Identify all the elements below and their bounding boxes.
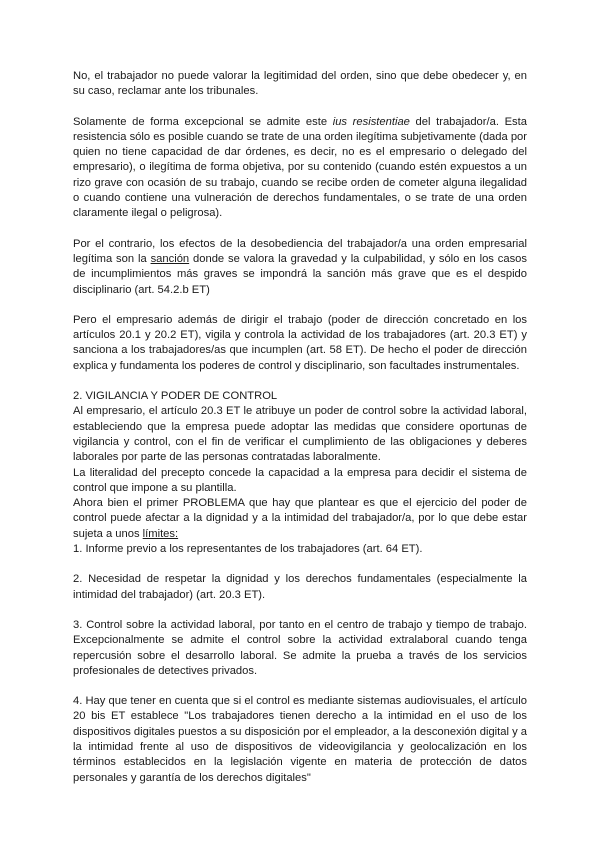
paragraph-desobediencia: [73, 237, 527, 298]
text-run: donde se valora la gravedad y la culpabilidad, y sólo en los casos de incumplimientos más graves se impondrá la sanción más grave que es el despido disciplinario (art. 54.2.b ET): [73, 252, 527, 296]
list-item-3: 3. Control sobre la actividad laboral, por tanto en el centro de trabajo y tiempo de trabajo. Excepcionalmente se admite el control sobre la actividad extralaboral cuando tenga repercusión sobre el desarrollo laboral. Se admite la prueba a través de los servicios profesionales de detectives privados.: [73, 618, 527, 677]
underlined-term: sanción: [150, 252, 190, 265]
paragraph-literalidad: La literalidad del precepto concede la capacidad a la empresa para decidir el sistema de control que impone a su plantilla.: [73, 466, 527, 494]
list-item-4: 4. Hay que tener en cuenta que si el control es mediante sistemas audiovisuales, el artículo 20 bis ET establece "Los trabajadores tienen derecho a la intimidad en el uso de los dispositivos digitales puestos a su disposición por el empleador, a la desconexión digital y a la intimidad frente al uso de dispositivos de videovigilancia y geolocalización en los términos establecidos en la legislación vigente en materia de protección de datos personales y garantía de los derechos digitales": [73, 695, 527, 784]
underlined-term: límites:: [142, 527, 179, 540]
text-run: Solamente de forma excepcional se admite este: [73, 115, 333, 128]
document-body: [73, 69, 527, 786]
section-vigilancia: [73, 389, 527, 557]
text-run: Por el contrario, los efectos de la desobediencia del trabajador/a una orden empresarial legítima son la: [73, 237, 527, 265]
text-run: Ahora bien el primer PROBLEMA que hay que plantear es que el ejercicio del poder de control puede afectar a la dignidad y a la intimidad del trabajador/a, por lo que debe estar sujeta a unos: [73, 497, 527, 540]
list-item-1: 1. Informe previo a los representantes de los trabajadores (art. 64 ET).: [73, 543, 423, 556]
paragraph-poder-direccion: Pero el empresario además de dirigir el trabajo (poder de dirección concretado en los artículos 20.1 y 20.2 ET), vigila y controla la actividad de los trabajadores (art. 20.3 ET) y sanciona a los trabajadores/as que incumplen (art. 58 ET). De hecho el poder de dirección explica y fundamenta los poderes de control y disciplinario, son facultades instrumentales.: [73, 313, 527, 372]
text-run: del trabajador/a. Esta resistencia sólo es posible cuando se trate de una orden ilegítima subjetivamente (dada por quien no tiene capacidad de dar órdenes, es decir, no es el empresario o delegado del empresario), o ilegítima de forma objetiva, por su contenido (cuando estén expuestos a un rizo grave con ocasión de su trabajo, cuando se recibe orden de cometer alguna ilegalidad o cuando contiene una vulneración de derechos fundamentales, o se trate de una orden claramente ilegal o peligrosa).: [73, 115, 527, 220]
paragraph-articulo-20-3: Al empresario, el artículo 20.3 ET le atribuye un poder de control sobre la actividad laboral, estableciendo que la empresa puede adoptar las medidas que considere oportunas de vigilancia y control, con el fin de verificar el cumplimiento de las obligaciones y deberes laborales por parte de las personas contratadas laboralmente.: [73, 405, 527, 464]
paragraph-obedience: No, el trabajador no puede valorar la legitimidad del orden, sino que debe obedecer y, en su caso, reclamar ante los tribunales.: [73, 70, 527, 98]
paragraph-problema: [73, 496, 527, 542]
paragraph-ius-resistentiae: [73, 115, 527, 222]
section-heading: 2. VIGILANCIA Y PODER DE CONTROL: [73, 390, 278, 403]
list-item-2: 2. Necesidad de respetar la dignidad y los derechos fundamentales (especialmente la intimidad del trabajador) (art. 20.3 ET).: [73, 573, 527, 601]
italic-term: ius resistentiae: [332, 115, 410, 128]
